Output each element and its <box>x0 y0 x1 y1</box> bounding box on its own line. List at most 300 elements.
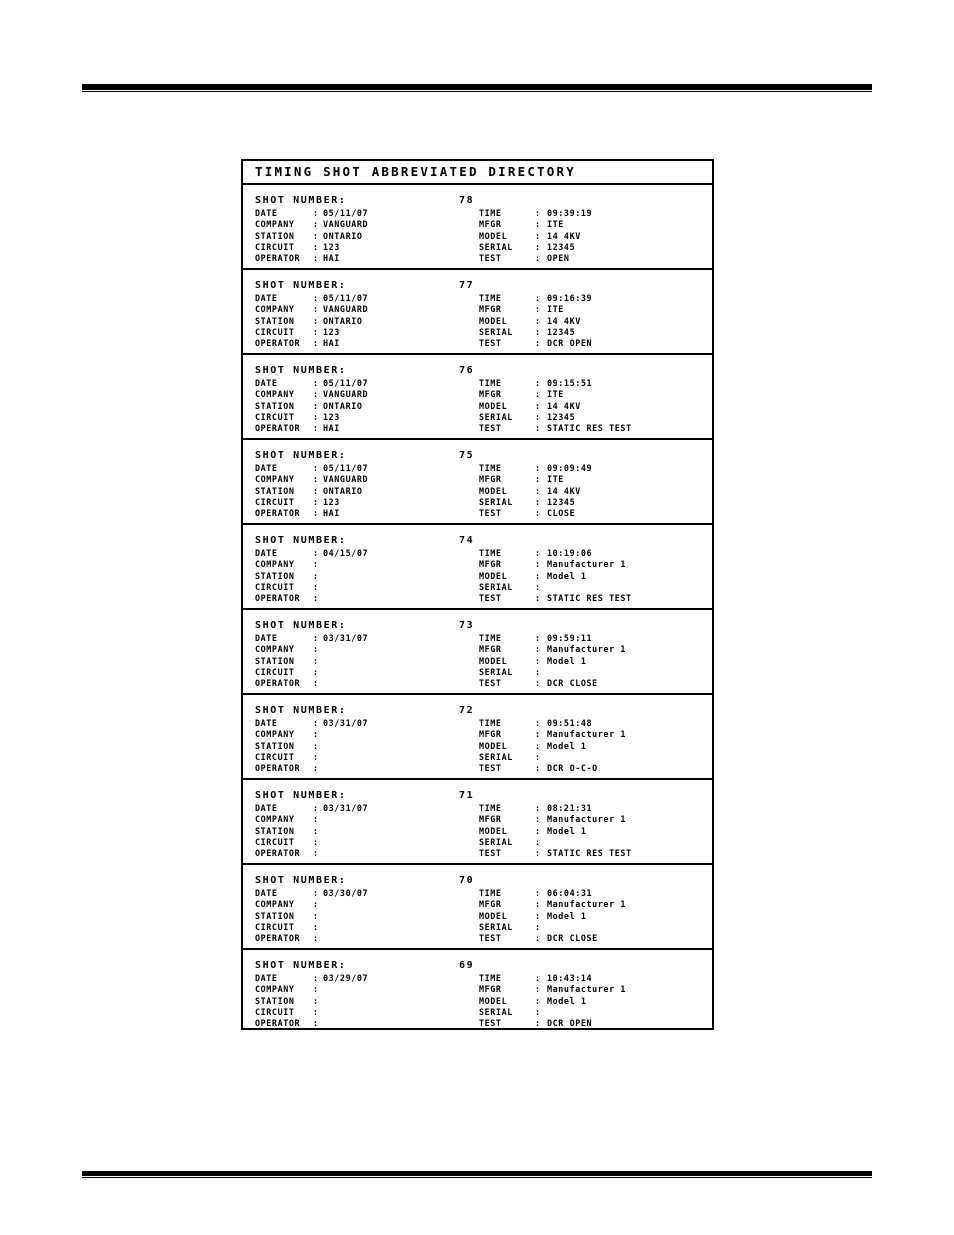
field-row-time <box>479 378 704 389</box>
field-label-test: TEST <box>479 253 502 264</box>
field-label-serial: SERIAL <box>479 411 513 422</box>
field-label-circuit: CIRCUIT <box>255 836 295 847</box>
field-label-station: STATION <box>255 570 295 581</box>
field-label-model: MODEL <box>479 995 508 1006</box>
record-fields-right <box>479 378 704 434</box>
field-value-mfgr: Manufacturer 1 <box>547 559 626 570</box>
field-row-serial <box>479 667 704 678</box>
field-label-date: DATE <box>255 378 278 388</box>
field-label-model: MODEL <box>479 315 508 326</box>
field-separator: : <box>535 230 541 241</box>
field-row-mfgr <box>479 814 704 825</box>
field-label-mfgr: MFGR <box>479 559 502 570</box>
field-separator: : <box>313 253 319 264</box>
field-row-serial <box>479 752 704 763</box>
field-separator: : <box>535 570 541 581</box>
field-value-operator: HAI <box>323 338 340 349</box>
field-row-company <box>255 644 465 655</box>
record-fields-left <box>255 803 465 859</box>
field-row-time <box>479 548 704 559</box>
field-separator: : <box>535 593 541 604</box>
field-row-operator <box>255 508 465 519</box>
footer-rule <box>82 1171 872 1176</box>
shot-number-heading <box>255 365 474 376</box>
field-row-model <box>479 656 704 667</box>
field-separator: : <box>535 933 541 944</box>
field-value-time: 09:15:51 <box>547 378 593 388</box>
field-value-operator: HAI <box>323 253 340 264</box>
field-row-test <box>479 848 704 859</box>
field-value-model: Model 1 <box>547 995 587 1006</box>
field-value-test: CLOSE <box>547 508 576 519</box>
field-separator: : <box>535 836 541 847</box>
field-separator: : <box>535 293 541 303</box>
field-separator: : <box>535 485 541 496</box>
field-row-time <box>479 208 704 219</box>
field-label-station: STATION <box>255 740 295 751</box>
field-row-serial <box>479 327 704 338</box>
field-separator: : <box>535 559 541 570</box>
field-label-mfgr: MFGR <box>479 389 502 400</box>
shot-number-value: 73 <box>459 620 475 631</box>
field-row-test <box>479 1018 704 1029</box>
field-separator: : <box>313 241 319 252</box>
field-value-date: 05/11/07 <box>323 378 369 388</box>
field-value-station: ONTARIO <box>323 230 363 241</box>
field-separator: : <box>535 315 541 326</box>
field-value-model: 14 4KV <box>547 230 581 241</box>
field-label-circuit: CIRCUIT <box>255 921 295 932</box>
field-separator: : <box>535 995 541 1006</box>
field-separator: : <box>313 378 319 388</box>
field-value-circuit: 123 <box>323 496 340 507</box>
field-label-model: MODEL <box>479 230 508 241</box>
field-row-date <box>255 293 465 304</box>
record-fields-left <box>255 208 465 264</box>
field-label-station: STATION <box>255 655 295 666</box>
field-label-station: STATION <box>255 485 295 496</box>
timing-shot-directory-printout <box>241 159 714 1030</box>
field-value-time: 09:51:48 <box>547 718 593 728</box>
field-separator: : <box>535 814 541 825</box>
field-value-test: STATIC RES TEST <box>547 423 632 434</box>
field-label-serial: SERIAL <box>479 1006 513 1017</box>
field-label-test: TEST <box>479 763 502 774</box>
field-separator: : <box>313 899 319 910</box>
field-separator: : <box>313 655 319 666</box>
field-value-serial: 12345 <box>547 496 576 507</box>
shot-number-value: 72 <box>459 705 475 716</box>
field-label-time: TIME <box>479 293 502 303</box>
record-fields-right <box>479 293 704 349</box>
field-value-serial: 12345 <box>547 241 576 252</box>
field-row-station <box>255 231 465 242</box>
field-label-station: STATION <box>255 400 295 411</box>
field-label-test: TEST <box>479 1018 502 1029</box>
record-fields-left <box>255 718 465 774</box>
field-label-model: MODEL <box>479 910 508 921</box>
field-separator: : <box>535 474 541 485</box>
field-value-date: 04/15/07 <box>323 548 369 558</box>
field-label-model: MODEL <box>479 485 508 496</box>
field-label-company: COMPANY <box>255 814 295 825</box>
field-separator: : <box>535 666 541 677</box>
field-label-company: COMPANY <box>255 219 295 230</box>
field-label-serial: SERIAL <box>479 666 513 677</box>
shot-number-value: 74 <box>459 535 475 546</box>
shot-record <box>243 270 712 355</box>
field-row-date <box>255 718 465 729</box>
field-row-operator <box>255 1018 465 1029</box>
field-separator: : <box>313 293 319 303</box>
field-row-company <box>255 219 465 230</box>
field-separator: : <box>313 973 319 983</box>
record-fields-right <box>479 633 704 689</box>
field-label-date: DATE <box>255 803 278 813</box>
field-row-model <box>479 231 704 242</box>
field-row-company <box>255 474 465 485</box>
field-row-circuit <box>255 582 465 593</box>
field-label-company: COMPANY <box>255 984 295 995</box>
field-value-test: STATIC RES TEST <box>547 593 632 604</box>
field-separator: : <box>535 718 541 728</box>
field-label-model: MODEL <box>479 825 508 836</box>
field-label-test: TEST <box>479 593 502 604</box>
shot-number-heading <box>255 790 474 801</box>
field-separator: : <box>313 718 319 728</box>
record-fields-left <box>255 463 465 519</box>
field-value-time: 09:09:49 <box>547 463 593 473</box>
field-separator: : <box>535 496 541 507</box>
field-separator: : <box>313 633 319 643</box>
field-label-mfgr: MFGR <box>479 899 502 910</box>
field-value-company: VANGUARD <box>323 389 369 400</box>
shot-number-label: SHOT NUMBER: <box>255 280 347 291</box>
field-separator: : <box>313 411 319 422</box>
field-separator: : <box>313 230 319 241</box>
field-value-date: 05/11/07 <box>323 208 369 218</box>
field-label-operator: OPERATOR <box>255 1018 301 1029</box>
directory-title: TIMING SHOT ABBREVIATED DIRECTORY <box>243 161 712 185</box>
field-label-serial: SERIAL <box>479 836 513 847</box>
header-rule-thin <box>82 91 872 92</box>
field-row-model <box>479 996 704 1007</box>
field-label-date: DATE <box>255 888 278 898</box>
field-label-operator: OPERATOR <box>255 253 301 264</box>
field-label-serial: SERIAL <box>479 921 513 932</box>
field-value-time: 10:43:14 <box>547 973 593 983</box>
field-separator: : <box>535 581 541 592</box>
record-fields-left <box>255 888 465 944</box>
field-value-time: 09:39:19 <box>547 208 593 218</box>
field-label-date: DATE <box>255 548 278 558</box>
field-row-test <box>479 253 704 264</box>
field-value-station: ONTARIO <box>323 315 363 326</box>
field-label-time: TIME <box>479 208 502 218</box>
record-fields-right <box>479 888 704 944</box>
field-row-test <box>479 678 704 689</box>
field-label-company: COMPANY <box>255 389 295 400</box>
field-label-operator: OPERATOR <box>255 508 301 519</box>
field-value-company: VANGUARD <box>323 219 369 230</box>
field-row-mfgr <box>479 474 704 485</box>
field-separator: : <box>313 559 319 570</box>
shot-record <box>243 780 712 865</box>
field-row-circuit <box>255 242 465 253</box>
field-value-station: ONTARIO <box>323 400 363 411</box>
field-row-operator <box>255 763 465 774</box>
field-label-time: TIME <box>479 718 502 728</box>
field-row-test <box>479 423 704 434</box>
shot-number-value: 76 <box>459 365 475 376</box>
field-value-mfgr: ITE <box>547 219 564 230</box>
field-label-time: TIME <box>479 463 502 473</box>
field-row-circuit <box>255 837 465 848</box>
field-value-mfgr: ITE <box>547 474 564 485</box>
field-label-mfgr: MFGR <box>479 304 502 315</box>
field-label-model: MODEL <box>479 740 508 751</box>
field-row-circuit <box>255 667 465 678</box>
field-value-model: Model 1 <box>547 740 587 751</box>
field-label-company: COMPANY <box>255 644 295 655</box>
field-label-model: MODEL <box>479 655 508 666</box>
field-value-model: Model 1 <box>547 825 587 836</box>
field-row-date <box>255 378 465 389</box>
field-row-station <box>255 656 465 667</box>
shot-number-label: SHOT NUMBER: <box>255 705 347 716</box>
field-row-mfgr <box>479 559 704 570</box>
field-separator: : <box>313 508 319 519</box>
shot-number-heading <box>255 535 474 546</box>
field-separator: : <box>313 644 319 655</box>
shot-number-value: 78 <box>459 195 475 206</box>
field-label-date: DATE <box>255 973 278 983</box>
field-separator: : <box>535 644 541 655</box>
field-row-serial <box>479 1007 704 1018</box>
field-separator: : <box>313 315 319 326</box>
field-value-model: 14 4KV <box>547 400 581 411</box>
field-separator: : <box>313 933 319 944</box>
field-value-time: 09:59:11 <box>547 633 593 643</box>
field-label-mfgr: MFGR <box>479 219 502 230</box>
field-row-date <box>255 973 465 984</box>
field-separator: : <box>535 633 541 643</box>
field-label-date: DATE <box>255 463 278 473</box>
field-separator: : <box>313 666 319 677</box>
record-list <box>243 185 712 1033</box>
field-row-date <box>255 633 465 644</box>
field-separator: : <box>313 338 319 349</box>
field-label-date: DATE <box>255 293 278 303</box>
field-label-time: TIME <box>479 888 502 898</box>
shot-record <box>243 610 712 695</box>
field-separator: : <box>313 995 319 1006</box>
field-label-test: TEST <box>479 508 502 519</box>
field-row-date <box>255 888 465 899</box>
shot-number-heading <box>255 960 474 971</box>
field-separator: : <box>535 423 541 434</box>
field-value-circuit: 123 <box>323 411 340 422</box>
field-value-date: 03/31/07 <box>323 633 369 643</box>
field-row-station <box>255 316 465 327</box>
field-label-operator: OPERATOR <box>255 763 301 774</box>
field-value-date: 05/11/07 <box>323 463 369 473</box>
field-label-circuit: CIRCUIT <box>255 1006 295 1017</box>
field-label-date: DATE <box>255 718 278 728</box>
field-row-serial <box>479 837 704 848</box>
field-row-mfgr <box>479 729 704 740</box>
field-separator: : <box>535 219 541 230</box>
field-separator: : <box>313 814 319 825</box>
field-row-operator <box>255 593 465 604</box>
field-separator: : <box>535 973 541 983</box>
field-separator: : <box>313 304 319 315</box>
field-label-station: STATION <box>255 995 295 1006</box>
field-label-date: DATE <box>255 208 278 218</box>
shot-number-label: SHOT NUMBER: <box>255 875 347 886</box>
field-separator: : <box>313 474 319 485</box>
field-value-operator: HAI <box>323 508 340 519</box>
field-value-time: 09:16:39 <box>547 293 593 303</box>
field-label-operator: OPERATOR <box>255 593 301 604</box>
field-separator: : <box>313 593 319 604</box>
field-separator: : <box>313 389 319 400</box>
field-label-test: TEST <box>479 423 502 434</box>
field-label-test: TEST <box>479 678 502 689</box>
field-label-mfgr: MFGR <box>479 814 502 825</box>
field-value-operator: HAI <box>323 423 340 434</box>
field-row-time <box>479 888 704 899</box>
field-row-operator <box>255 338 465 349</box>
shot-number-heading <box>255 875 474 886</box>
field-separator: : <box>535 378 541 388</box>
shot-number-value: 69 <box>459 960 475 971</box>
field-separator: : <box>535 910 541 921</box>
field-separator: : <box>535 1018 541 1029</box>
field-separator: : <box>535 548 541 558</box>
field-separator: : <box>535 848 541 859</box>
shot-number-heading <box>255 280 474 291</box>
field-separator: : <box>313 910 319 921</box>
field-row-model <box>479 571 704 582</box>
field-row-serial <box>479 922 704 933</box>
field-row-serial <box>479 582 704 593</box>
field-row-model <box>479 486 704 497</box>
field-label-circuit: CIRCUIT <box>255 496 295 507</box>
field-row-station <box>255 996 465 1007</box>
shot-number-label: SHOT NUMBER: <box>255 365 347 376</box>
field-row-mfgr <box>479 389 704 400</box>
field-value-serial: 12345 <box>547 326 576 337</box>
shot-number-value: 71 <box>459 790 475 801</box>
field-separator: : <box>535 678 541 689</box>
field-row-station <box>255 911 465 922</box>
field-label-test: TEST <box>479 848 502 859</box>
header-rule <box>82 84 872 90</box>
field-value-model: 14 4KV <box>547 315 581 326</box>
field-separator: : <box>535 400 541 411</box>
field-row-time <box>479 463 704 474</box>
field-label-time: TIME <box>479 548 502 558</box>
field-label-serial: SERIAL <box>479 751 513 762</box>
field-separator: : <box>313 496 319 507</box>
field-separator: : <box>313 740 319 751</box>
field-label-serial: SERIAL <box>479 241 513 252</box>
field-label-company: COMPANY <box>255 559 295 570</box>
field-row-test <box>479 338 704 349</box>
field-separator: : <box>313 751 319 762</box>
field-row-company <box>255 814 465 825</box>
field-row-time <box>479 293 704 304</box>
field-separator: : <box>313 208 319 218</box>
field-row-station <box>255 826 465 837</box>
field-separator: : <box>535 655 541 666</box>
field-value-model: Model 1 <box>547 570 587 581</box>
field-separator: : <box>313 836 319 847</box>
field-row-date <box>255 463 465 474</box>
field-label-time: TIME <box>479 973 502 983</box>
field-separator: : <box>313 888 319 898</box>
field-separator: : <box>313 825 319 836</box>
field-label-date: DATE <box>255 633 278 643</box>
field-label-model: MODEL <box>479 570 508 581</box>
field-row-circuit <box>255 327 465 338</box>
field-row-operator <box>255 933 465 944</box>
field-row-serial <box>479 242 704 253</box>
footer-rule-thin <box>82 1177 872 1178</box>
field-separator: : <box>535 751 541 762</box>
field-value-company: VANGUARD <box>323 304 369 315</box>
field-row-company <box>255 389 465 400</box>
field-label-operator: OPERATOR <box>255 338 301 349</box>
field-row-operator <box>255 848 465 859</box>
field-separator: : <box>313 803 319 813</box>
field-value-mfgr: Manufacturer 1 <box>547 899 626 910</box>
shot-number-heading <box>255 620 474 631</box>
field-label-company: COMPANY <box>255 899 295 910</box>
field-label-operator: OPERATOR <box>255 933 301 944</box>
shot-number-label: SHOT NUMBER: <box>255 535 347 546</box>
field-label-test: TEST <box>479 933 502 944</box>
field-separator: : <box>535 326 541 337</box>
shot-number-value: 77 <box>459 280 475 291</box>
field-separator: : <box>535 984 541 995</box>
field-separator: : <box>535 253 541 264</box>
field-row-date <box>255 548 465 559</box>
field-value-test: STATIC RES TEST <box>547 848 632 859</box>
field-row-station <box>255 741 465 752</box>
field-separator: : <box>313 984 319 995</box>
field-value-date: 03/29/07 <box>323 973 369 983</box>
shot-number-label: SHOT NUMBER: <box>255 960 347 971</box>
field-label-circuit: CIRCUIT <box>255 241 295 252</box>
field-label-test: TEST <box>479 338 502 349</box>
field-row-serial <box>479 412 704 423</box>
field-separator: : <box>535 389 541 400</box>
record-fields-right <box>479 463 704 519</box>
field-row-time <box>479 633 704 644</box>
field-separator: : <box>313 729 319 740</box>
field-row-test <box>479 933 704 944</box>
field-separator: : <box>313 548 319 558</box>
field-label-circuit: CIRCUIT <box>255 326 295 337</box>
field-separator: : <box>313 423 319 434</box>
field-row-serial <box>479 497 704 508</box>
shot-record <box>243 440 712 525</box>
record-fields-right <box>479 973 704 1029</box>
field-separator: : <box>313 219 319 230</box>
field-row-time <box>479 803 704 814</box>
